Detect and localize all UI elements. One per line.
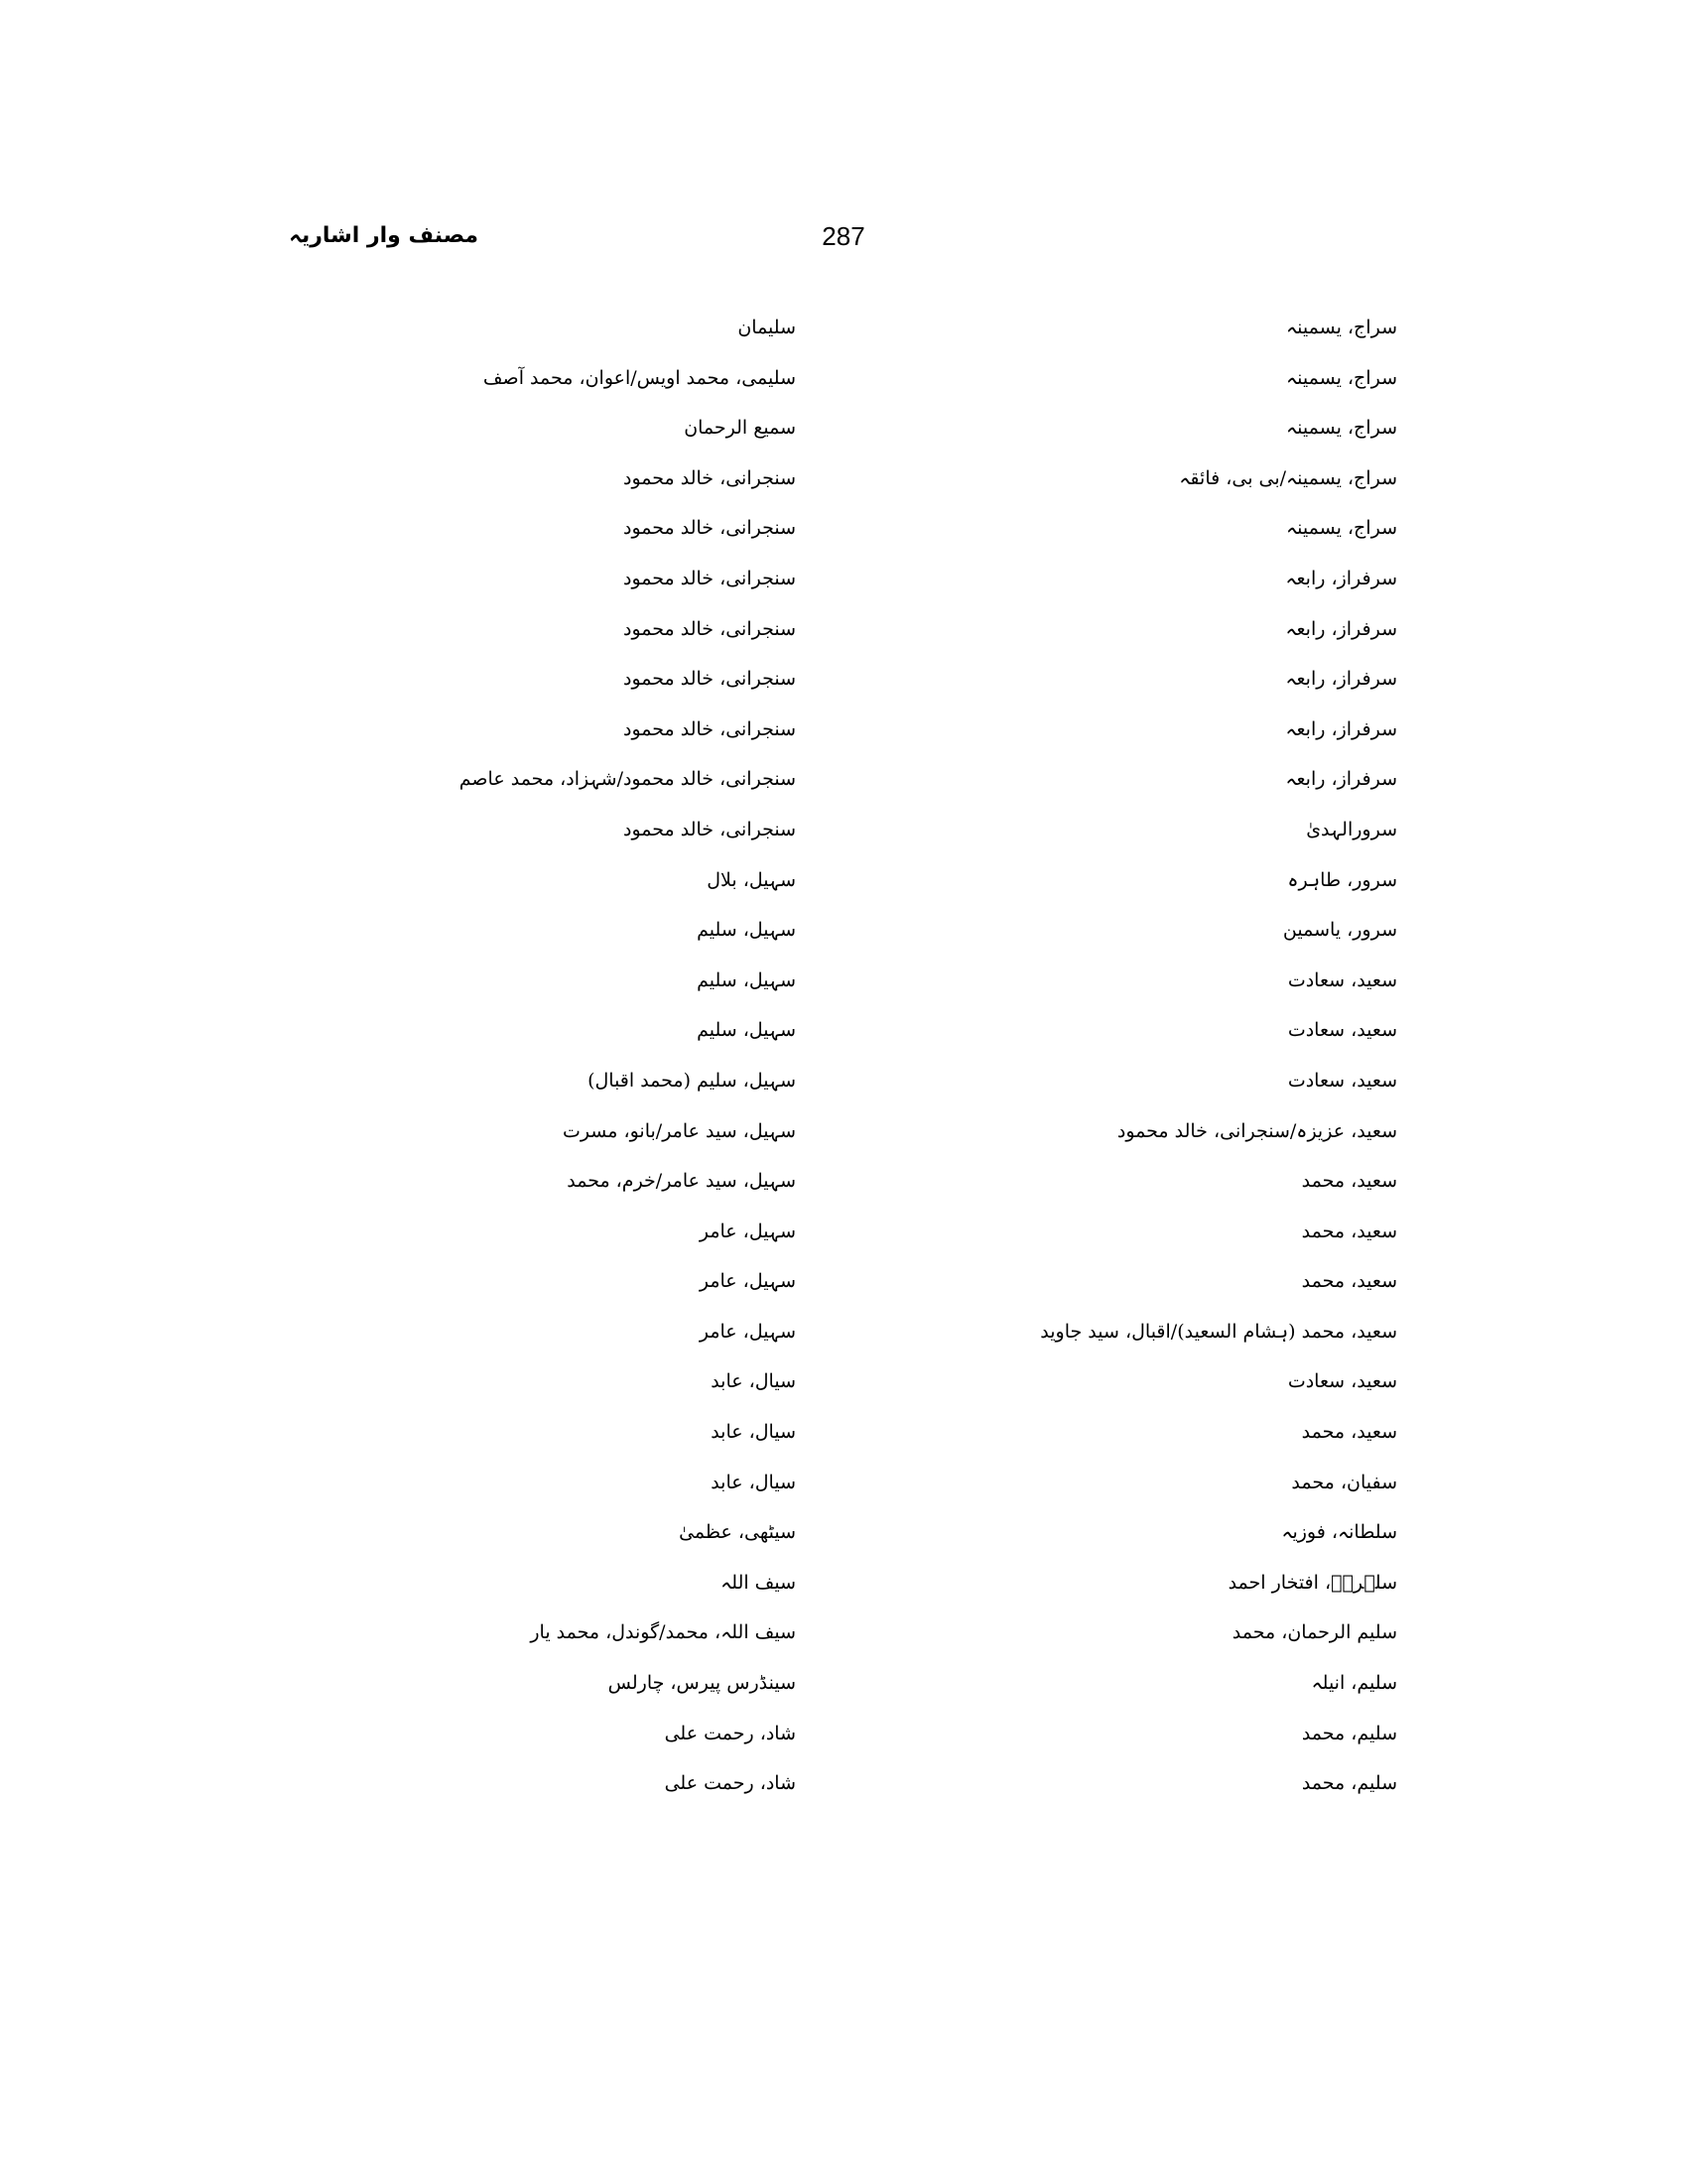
index-entry: سنجرانی، خالد محمود bbox=[622, 617, 796, 640]
index-entry: سلیم، محمد bbox=[1301, 1772, 1397, 1795]
index-entry: سنجرانی، خالد محمود bbox=[622, 818, 796, 840]
index-entry: سنجرانی، خالد محمود bbox=[622, 517, 796, 540]
index-entry: سراج، یسمینہ bbox=[1286, 517, 1397, 540]
index-entry: سرفراز، رابعہ bbox=[1285, 567, 1397, 589]
index-entry: سعید، محمد bbox=[1301, 1421, 1397, 1444]
index-entry: سلیمی، محمد اویس/اعوان، محمد آصف bbox=[482, 366, 796, 389]
index-entry: سلہریؒ، افتخار احمد bbox=[1228, 1571, 1397, 1594]
index-entry: سہیل، عامر bbox=[699, 1270, 796, 1293]
index-entry: سیال، عابد bbox=[711, 1471, 796, 1493]
index-entry: سرفراز، رابعہ bbox=[1285, 617, 1397, 640]
index-entry: سلطانہ، فوزیہ bbox=[1281, 1521, 1397, 1544]
page-title: مصنف وار اشاریہ bbox=[289, 223, 478, 248]
index-entry: سہیل، سید عامر/بانو، مسرت bbox=[562, 1119, 796, 1142]
index-entry: سہیل، سلیم bbox=[697, 919, 796, 942]
index-entry: سعید، عزیزہ/سنجرانی، خالد محمود bbox=[1116, 1119, 1397, 1142]
index-entry: سعید، سعادت bbox=[1287, 1370, 1397, 1393]
index-entry: سیال، عابد bbox=[711, 1421, 796, 1444]
index-entry: سیف اللہ bbox=[720, 1571, 796, 1594]
index-entry: سہیل، سلیم bbox=[697, 968, 796, 991]
index-entry: سہیل، سید عامر/خرم، محمد bbox=[567, 1170, 796, 1193]
index-entry: شاد، رحمت علی bbox=[664, 1722, 796, 1744]
index-entry: سرفراز، رابعہ bbox=[1285, 668, 1397, 691]
index-entry: سرفراز، رابعہ bbox=[1285, 768, 1397, 791]
index-entry: سراج، یسمینہ bbox=[1286, 417, 1397, 440]
index-entry: سمیع الرحمان bbox=[684, 417, 796, 440]
index-entry: سرورالہدیٰ bbox=[1306, 818, 1397, 840]
index-entry: سنجرانی، خالد محمود bbox=[622, 567, 796, 589]
index-entry: سہیل، بلال bbox=[707, 868, 796, 891]
index-entry: سنجرانی، خالد محمود/شہزاد، محمد عاصم bbox=[458, 768, 796, 791]
index-entry: سعید، محمد (ہشام السعید)/اقبال، سید جاوید bbox=[1040, 1320, 1397, 1343]
index-column-left bbox=[417, 306, 796, 1812]
page-number: 287 bbox=[822, 221, 865, 251]
index-entry: سراج، یسمینہ bbox=[1286, 366, 1397, 389]
index-entry: سلیم، محمد bbox=[1301, 1722, 1397, 1744]
index-entry: سینڈرس پیرس، چارلس bbox=[607, 1672, 796, 1695]
index-entry: سعید، محمد bbox=[1301, 1170, 1397, 1193]
index-entry: سعید، سعادت bbox=[1287, 968, 1397, 991]
index-entry: سعید، سعادت bbox=[1287, 1019, 1397, 1042]
index-entry: سرور، طاہرہ bbox=[1287, 868, 1397, 891]
index-entry: سہیل، عامر bbox=[699, 1320, 796, 1343]
index-entry: سہیل، عامر bbox=[699, 1220, 796, 1242]
index-entry: سنجرانی، خالد محمود bbox=[622, 717, 796, 740]
index-entry: سفیان، محمد bbox=[1291, 1471, 1397, 1493]
index-entry: سیف اللہ، محمد/گوندل، محمد یار bbox=[530, 1621, 796, 1644]
index-entry: سہیل، سلیم (محمد اقبال) bbox=[587, 1069, 796, 1092]
index-entry: سنجرانی، خالد محمود bbox=[622, 668, 796, 691]
index-entry: سلیم، انیلہ bbox=[1311, 1672, 1397, 1695]
index-entry: سعید، محمد bbox=[1301, 1270, 1397, 1293]
index-entry: سلیمان bbox=[737, 317, 796, 338]
index-entry: سعید، محمد bbox=[1301, 1220, 1397, 1242]
index-entry: سراج، یسمینہ bbox=[1286, 317, 1397, 338]
index-column-right bbox=[1022, 306, 1397, 1812]
index-entry: سیٹھی، عظمیٰ bbox=[679, 1521, 796, 1544]
index-entry: سہیل، سلیم bbox=[697, 1019, 796, 1042]
index-entry: سرور، یاسمین bbox=[1282, 919, 1397, 942]
index-entry: سرفراز، رابعہ bbox=[1285, 717, 1397, 740]
index-entry: سنجرانی، خالد محمود bbox=[622, 466, 796, 489]
index-entry: سعید، سعادت bbox=[1287, 1069, 1397, 1092]
index-entry: سیال، عابد bbox=[711, 1370, 796, 1393]
index-entry: شاد، رحمت علی bbox=[664, 1772, 796, 1795]
index-entry: سراج، یسمینہ/بی بی، فائقہ bbox=[1179, 466, 1397, 489]
index-entry: سلیم الرحمان، محمد bbox=[1232, 1621, 1397, 1644]
